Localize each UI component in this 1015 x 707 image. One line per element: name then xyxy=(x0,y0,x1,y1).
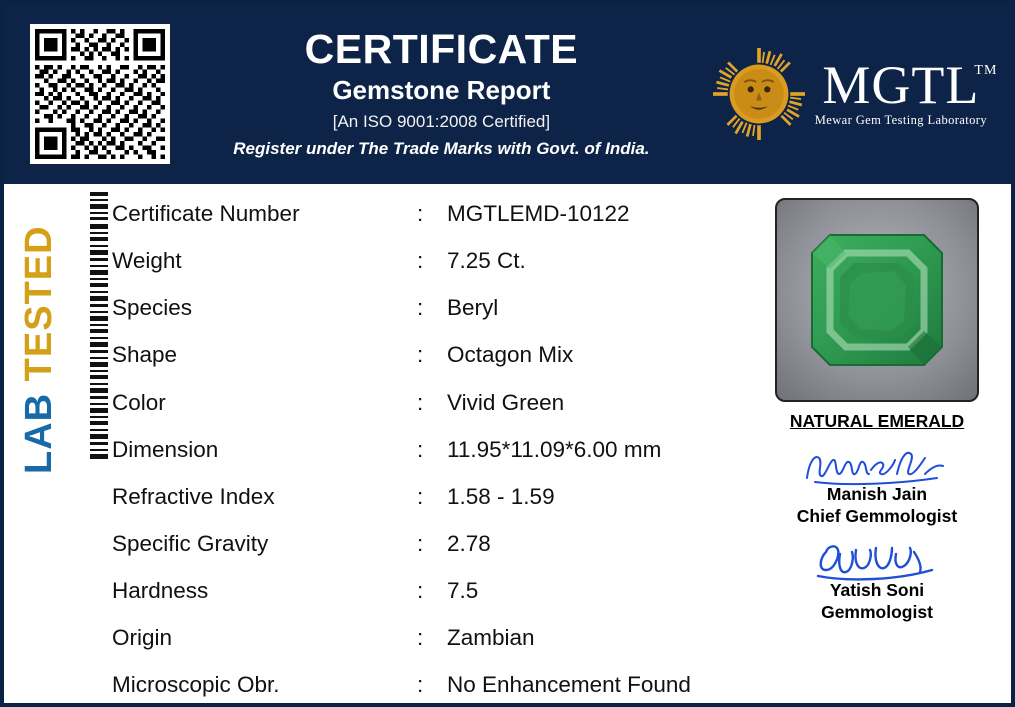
iso-line: [An ISO 9001:2008 Certified] xyxy=(332,112,551,132)
field-separator: : xyxy=(417,578,424,603)
field-value: 7.25 Ct. xyxy=(447,248,526,274)
qr-code-icon xyxy=(35,29,165,159)
signature-block-1 xyxy=(749,444,1005,528)
table-row xyxy=(112,247,749,275)
certificate-body xyxy=(4,184,1011,703)
gem-caption: NATURAL EMERALD xyxy=(789,411,965,431)
table-row xyxy=(112,671,749,699)
barcode-icon xyxy=(90,192,108,462)
table-row xyxy=(112,341,749,369)
field-separator: : xyxy=(417,201,424,226)
field-label: Shape xyxy=(112,342,178,368)
table-row xyxy=(112,577,749,605)
table-row xyxy=(112,294,749,322)
field-label: Refractive Index xyxy=(112,483,275,509)
lab-tested-label xyxy=(18,225,61,474)
signatory-role: Chief Gemmologist xyxy=(796,505,958,526)
table-row xyxy=(112,436,749,464)
qr-code xyxy=(30,24,170,164)
field-separator: : xyxy=(417,389,424,415)
signature-icon xyxy=(802,540,952,584)
page-title: CERTIFICATE xyxy=(304,26,579,73)
field-value: 2.78 xyxy=(447,530,491,556)
signature-icon xyxy=(797,444,957,488)
field-separator: : xyxy=(417,342,424,368)
field-separator: : xyxy=(417,436,424,462)
signature-block-2 xyxy=(749,540,1005,624)
field-label: Hardness xyxy=(112,578,209,603)
gem-properties-list xyxy=(112,184,749,703)
field-label: Dimension xyxy=(112,436,219,462)
signatory-role: Gemmologist xyxy=(821,601,933,622)
report-subtitle: Gemstone Report xyxy=(332,75,551,106)
signatory-name: Yatish Soni xyxy=(829,579,925,600)
tested-word: TESTED xyxy=(18,225,60,382)
table-row xyxy=(112,624,749,652)
gem-photo-column xyxy=(749,184,1011,703)
field-value: No Enhancement Found xyxy=(447,672,691,698)
field-value: 7.5 xyxy=(447,578,479,603)
field-value: MGTLEMD-10122 xyxy=(447,201,630,226)
field-separator: : xyxy=(417,483,424,509)
brand-name xyxy=(822,54,998,115)
brand-wordmark xyxy=(814,54,998,128)
field-label: Certificate Number xyxy=(112,201,300,226)
registration-line: Register under The Trade Marks with Govt. of India. xyxy=(233,139,650,159)
field-separator: : xyxy=(417,625,424,651)
gem-photo xyxy=(775,198,979,402)
field-value: Beryl xyxy=(447,295,499,321)
field-separator: : xyxy=(417,248,424,274)
header-titles xyxy=(170,28,713,159)
field-separator: : xyxy=(417,672,424,698)
brand-logo xyxy=(713,48,998,140)
field-label: Color xyxy=(112,389,166,415)
field-value: Zambian xyxy=(447,625,535,651)
lab-word: LAB xyxy=(18,392,60,474)
field-value: Vivid Green xyxy=(447,389,565,415)
table-row xyxy=(112,200,749,228)
signatory-name: Manish Jain xyxy=(826,484,928,504)
trademark-symbol: TM xyxy=(974,62,998,78)
field-label: Microscopic Obr. xyxy=(112,672,280,698)
emerald-gemstone-image xyxy=(802,225,952,375)
table-row xyxy=(112,483,749,511)
field-label: Species xyxy=(112,295,193,321)
sun-face-icon xyxy=(713,48,805,140)
brand-name-text: MGTL xyxy=(822,54,980,115)
field-value: 1.58 - 1.59 xyxy=(447,483,555,509)
field-separator: : xyxy=(417,295,424,321)
brand-fullname: Mewar Gem Testing Laboratory xyxy=(814,113,987,128)
certificate-header xyxy=(4,4,1011,184)
table-row xyxy=(112,389,749,417)
field-value: Octagon Mix xyxy=(447,342,574,368)
field-separator: : xyxy=(417,530,424,556)
field-label: Weight xyxy=(112,248,182,274)
lab-tested-strip xyxy=(4,184,112,703)
field-label: Origin xyxy=(112,625,173,651)
field-value: 11.95*11.09*6.00 mm xyxy=(447,436,662,462)
table-row xyxy=(112,530,749,558)
field-label: Specific Gravity xyxy=(112,530,269,556)
